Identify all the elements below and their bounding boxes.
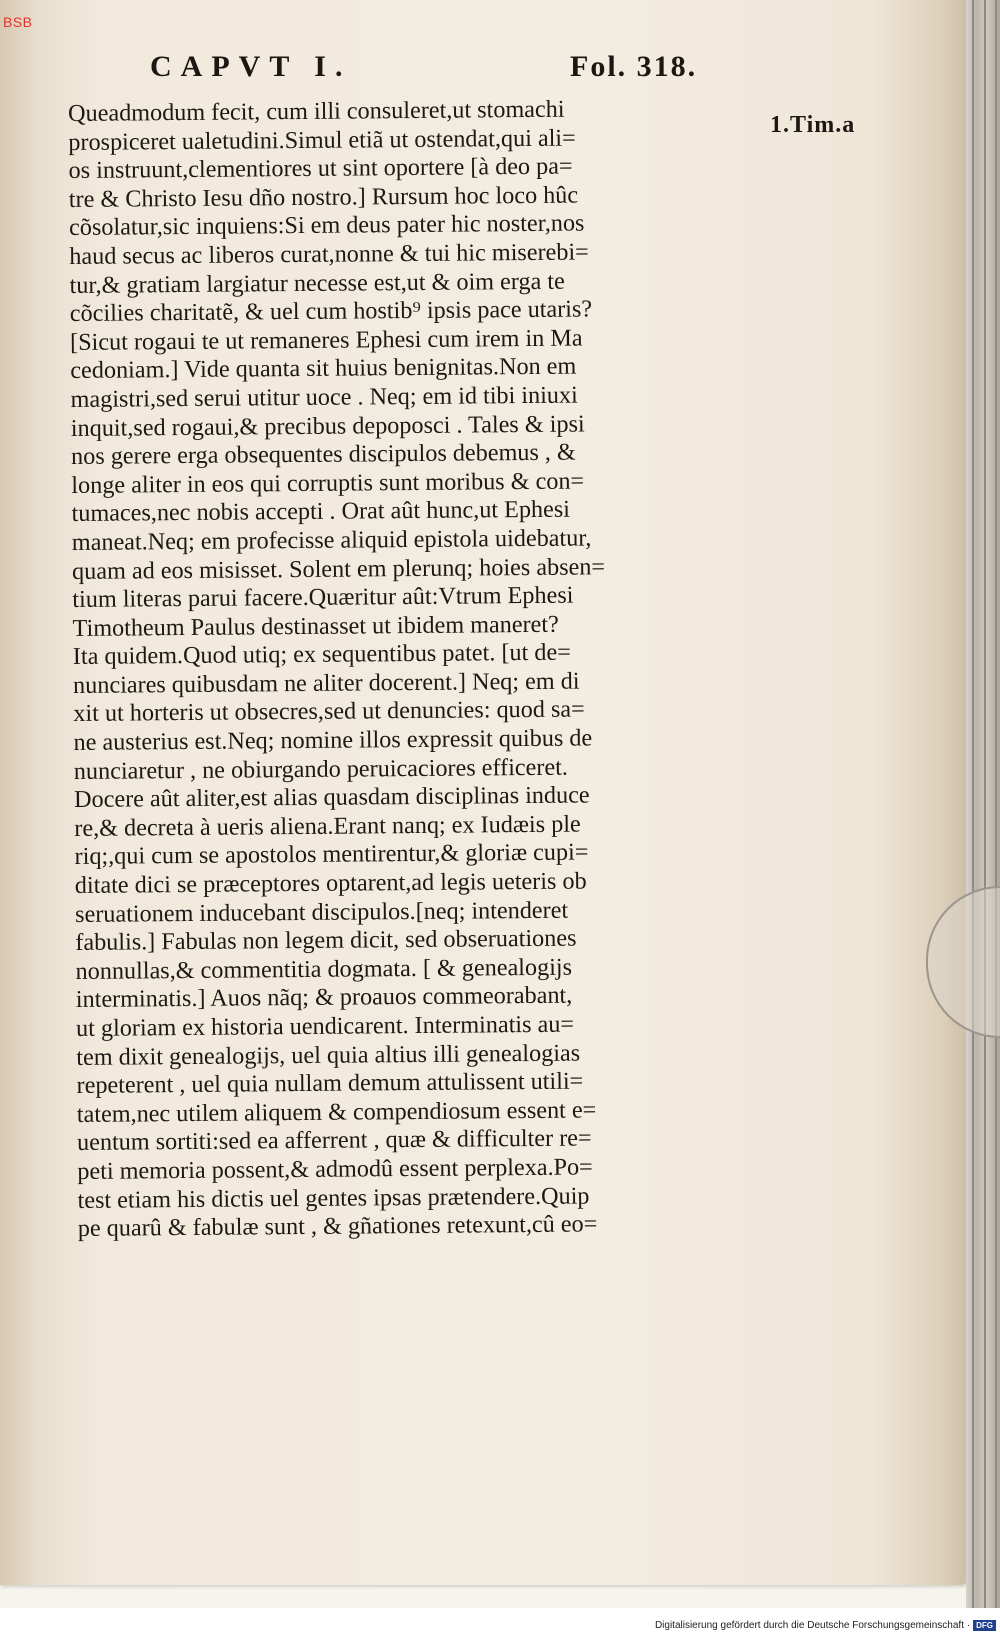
text-line: os instruunt,clementiores ut sint oportere [à deo pa= — [68, 152, 573, 185]
text-line: nunciares quibusdam ne aliter docerent.] Neq; em di — [72, 667, 580, 699]
text-line: cõsolatur,sic inquiens:Si em deus pater hic noster,nos — [68, 209, 585, 242]
text-line: longe aliter in eos qui corruptis sunt moribus & con= — [71, 467, 585, 499]
digitization-credit — [560, 1620, 996, 1634]
text-line: tur,& gratiam largiatur necesse est,ut & oim erga te — [69, 267, 565, 299]
text-line: maneat.Neq; em profecisse aliquid epistola uidebatur, — [71, 524, 592, 556]
text-line: Timotheum Paulus destinasset ut ibidem maneret? — [72, 610, 559, 642]
text-line: xit ut horteris ut obsecres,sed ut denuncies: quod sa= — [73, 695, 585, 728]
page-header — [150, 50, 710, 90]
text-line: seruationem inducebant discipulos.[neq; intenderet — [74, 896, 569, 928]
text-line: nonnullas,& commentitia dogmata. [ & genealogijs — [75, 953, 573, 985]
text-line: prospiceret ualetudini.Simul etiã ut ostendat,qui ali= — [68, 124, 576, 156]
library-watermark: BSB — [3, 14, 33, 30]
text-line: magistri,sed serui utitur uoce . Neq; em id tibi iniuxi — [70, 381, 578, 413]
text-line: ditate dici se præceptores optarent,ad legis ueteris ob — [74, 867, 587, 900]
text-line: haud secus ac liberos curat,nonne & tui hic miserebi= — [69, 238, 589, 270]
running-head: CAPVT I. — [150, 50, 352, 83]
text-line: uentum sortiti:sed ea afferrent , quæ & difficulter re= — [76, 1124, 592, 1157]
text-line: tium literas parui facere.Quæritur aût:Vtrum Ephesi — [72, 581, 574, 614]
text-line: repeterent , uel quia nullam demum attulissent utili= — [76, 1067, 584, 1100]
text-line: cedoniam.] Vide quanta sit huius benignitas.Non em — [70, 352, 577, 385]
text-line: tem dixit genealogijs, uel quia altius illi genealogias — [76, 1039, 581, 1071]
margin-reference: 1.Tim.a — [770, 112, 856, 138]
text-line: interminatis.] Auos nãq; & proauos commeorabant, — [75, 982, 573, 1014]
text-line: tre & Christo Iesu dño nostro.] Rursum hoc loco hûc — [68, 181, 579, 213]
text-line: inquit,sed rogaui,& precibus depoposci . Tales & ipsi — [70, 410, 585, 442]
text-line: fabulis.] Fabulas non legem dicit, sed obseruationes — [75, 924, 577, 957]
text-line: riq;,qui cum se apostolos mentirentur,& gloriæ cupi= — [74, 838, 589, 871]
edge-line — [984, 0, 986, 1608]
text-line: ut gloriam ex historia uendicarent. Interminatis au= — [75, 1010, 575, 1042]
body-text — [68, 94, 778, 1244]
text-line: nunciaretur , ne obiurgando peruicaciores efficeret. — [73, 753, 569, 785]
text-line: nos gerere erga obsequentes discipulos debemus , & — [70, 438, 576, 471]
edge-line — [972, 0, 974, 1608]
text-line: peti memoria possent,& admodû essent perplexa.Po= — [77, 1153, 593, 1185]
folio-number: Fol. 318. — [570, 50, 698, 83]
text-line: cõcilies charitatẽ, & uel cum hostib⁹ ipsis pace utaris? — [69, 295, 593, 328]
edge-line — [995, 0, 997, 1608]
text-line: test etiam his dictis uel gentes ipsas prætendere.Quip — [77, 1182, 590, 1214]
text-line: Docere aût aliter,est alias quasdam disciplinas induce — [73, 781, 590, 814]
text-line: tumaces,nec nobis accepti . Orat aût hunc,ut Ephesi — [71, 495, 571, 528]
text-line: tatem,nec utilem aliquem & compendiosum essent e= — [76, 1096, 597, 1128]
page-block-edge — [966, 0, 1000, 1608]
text-line: quam ad eos misisset. Solent em plerunq; hoies absen= — [71, 552, 606, 585]
text-line: pe quarû & fabulæ sunt , & gñationes retexunt,cû eo= — [77, 1210, 598, 1243]
text-line: ne austerius est.Neq; nomine illos expressit quibus de — [73, 724, 593, 757]
text-line: Queadmodum fecit, cum illi consuleret,ut stomachi — [68, 95, 565, 127]
credit-text: Digitalisierung gefördert durch die Deutsche Forschungsgemeinschaft · — [654, 1620, 971, 1632]
text-line: re,& decreta à ueris aliena.Erant nanq; ex Iudæis ple — [74, 810, 581, 842]
text-line: Ita quidem.Quod utiq; ex sequentibus patet. [ut de= — [72, 638, 571, 671]
text-line: [Sicut rogaui te ut remaneres Ephesi cum irem in Ma — [69, 324, 583, 356]
dfg-logo: DFG — [973, 1620, 996, 1631]
